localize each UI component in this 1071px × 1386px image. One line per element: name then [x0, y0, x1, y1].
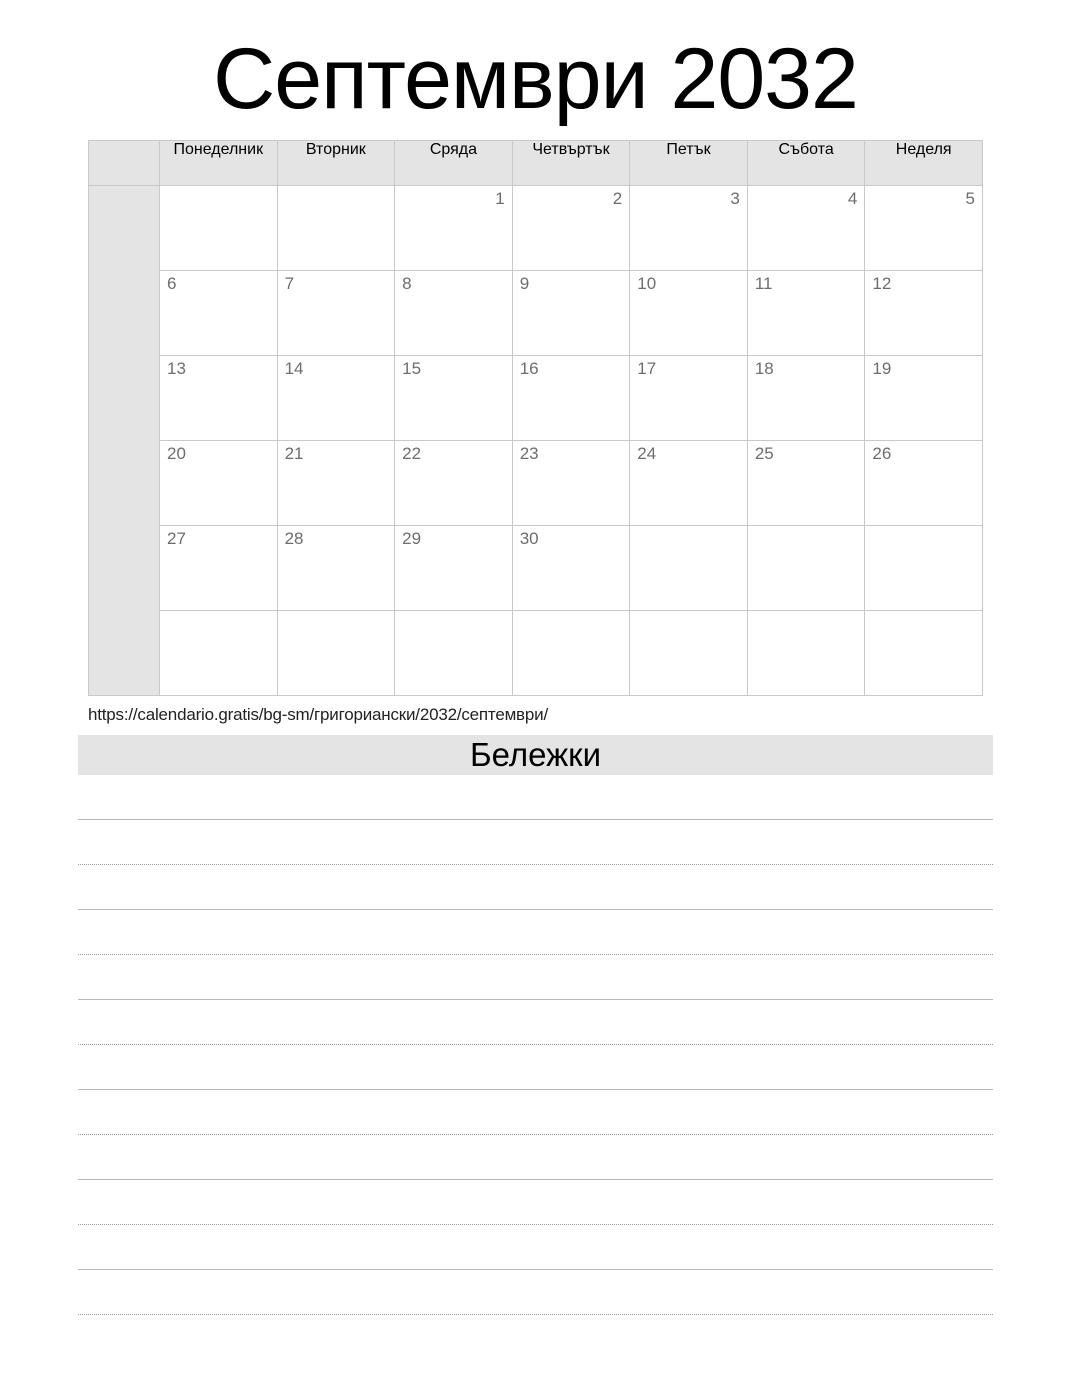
day-cell[interactable] [747, 526, 865, 611]
day-number: 23 [519, 444, 539, 463]
day-cell[interactable] [160, 611, 278, 696]
day-cell[interactable] [160, 271, 278, 356]
day-number: 21 [284, 444, 304, 463]
day-number: 14 [284, 359, 304, 378]
day-cell[interactable] [395, 611, 513, 696]
note-line[interactable] [78, 1000, 993, 1045]
day-cell[interactable] [512, 356, 630, 441]
day-number: 26 [872, 444, 892, 463]
calendar-week-row [89, 356, 983, 441]
day-number: 1 [495, 189, 505, 208]
note-line[interactable] [78, 955, 993, 1000]
day-cell[interactable] [512, 186, 630, 271]
weekday-header-monday: Понеделник [160, 141, 278, 186]
day-cell[interactable] [395, 356, 513, 441]
day-cell[interactable] [395, 186, 513, 271]
day-number: 13 [167, 359, 186, 378]
note-line[interactable] [78, 1090, 993, 1135]
day-cell[interactable] [630, 271, 748, 356]
day-number: 7 [284, 274, 295, 293]
calendar-corner-header [89, 141, 160, 186]
calendar-table [88, 140, 983, 696]
day-cell[interactable] [865, 441, 983, 526]
note-line[interactable] [78, 910, 993, 955]
day-cell[interactable] [160, 441, 278, 526]
day-cell[interactable] [277, 526, 395, 611]
day-number: 15 [402, 359, 422, 378]
calendar-week-row [89, 611, 983, 696]
source-url[interactable]: https://calendario.gratis/bg-sm/григориански/2032/септември/ [88, 705, 548, 724]
day-cell[interactable] [160, 186, 278, 271]
day-cell[interactable] [630, 186, 748, 271]
day-cell[interactable] [277, 441, 395, 526]
week-side-cell [89, 611, 160, 696]
calendar-container [0, 140, 1071, 696]
week-side-cell [89, 271, 160, 356]
day-cell[interactable] [160, 526, 278, 611]
day-number: 30 [519, 529, 539, 548]
day-cell[interactable] [865, 356, 983, 441]
day-number: 25 [754, 444, 774, 463]
note-line[interactable] [78, 1270, 993, 1315]
calendar-week-row [89, 186, 983, 271]
day-cell[interactable] [160, 356, 278, 441]
note-line[interactable] [78, 865, 993, 910]
day-cell[interactable] [277, 356, 395, 441]
day-cell[interactable] [395, 526, 513, 611]
day-number: 12 [872, 274, 892, 293]
weekday-header-tuesday: Вторник [277, 141, 395, 186]
day-cell[interactable] [865, 186, 983, 271]
note-line[interactable] [78, 1135, 993, 1180]
day-number: 28 [284, 529, 304, 548]
weekday-header-thursday: Четвъртък [512, 141, 630, 186]
day-number: 8 [402, 274, 412, 293]
day-cell[interactable] [512, 271, 630, 356]
day-cell[interactable] [865, 526, 983, 611]
weekday-header-wednesday: Сряда [395, 141, 513, 186]
calendar-header-row [89, 141, 983, 186]
week-side-cell [89, 526, 160, 611]
day-number: 4 [847, 189, 858, 208]
day-number: 27 [167, 529, 186, 548]
day-number: 3 [730, 189, 740, 208]
note-line[interactable] [78, 1045, 993, 1090]
calendar-week-row [89, 526, 983, 611]
day-number: 5 [965, 189, 975, 208]
day-cell[interactable] [277, 611, 395, 696]
day-cell[interactable] [747, 441, 865, 526]
day-cell[interactable] [277, 271, 395, 356]
day-cell[interactable] [630, 356, 748, 441]
day-cell[interactable] [395, 271, 513, 356]
page-title: Септември 2032 [213, 31, 858, 127]
day-number: 24 [637, 444, 657, 463]
notes-section [0, 725, 1071, 1315]
week-side-cell [89, 356, 160, 441]
day-number: 29 [402, 529, 422, 548]
notes-lines[interactable] [78, 775, 993, 1315]
week-side-cell [89, 186, 160, 271]
day-number: 18 [754, 359, 774, 378]
day-number: 9 [519, 274, 530, 293]
note-line[interactable] [78, 820, 993, 865]
day-cell[interactable] [630, 441, 748, 526]
day-number: 20 [167, 444, 186, 463]
weekday-header-sunday: Неделя [865, 141, 983, 186]
day-number: 2 [612, 189, 623, 208]
note-line[interactable] [78, 1225, 993, 1270]
day-number: 19 [872, 359, 892, 378]
day-cell[interactable] [395, 441, 513, 526]
calendar-week-row [89, 441, 983, 526]
notes-title: Бележки [78, 735, 993, 775]
weekday-header-friday: Петък [630, 141, 748, 186]
day-cell[interactable] [512, 441, 630, 526]
calendar-week-row [89, 271, 983, 356]
day-number: 22 [402, 444, 422, 463]
day-cell[interactable] [630, 526, 748, 611]
day-cell[interactable] [865, 611, 983, 696]
day-cell[interactable] [747, 271, 865, 356]
day-cell[interactable] [747, 186, 865, 271]
day-cell[interactable] [747, 356, 865, 441]
day-number: 16 [519, 359, 539, 378]
day-number: 6 [167, 274, 177, 293]
day-cell[interactable] [630, 611, 748, 696]
day-number: 11 [754, 274, 773, 293]
day-number: 10 [637, 274, 657, 293]
day-cell[interactable] [865, 271, 983, 356]
note-line[interactable] [78, 775, 993, 820]
day-number: 17 [637, 359, 657, 378]
weekday-header-saturday: Събота [747, 141, 865, 186]
note-line[interactable] [78, 1180, 993, 1225]
week-side-cell [89, 441, 160, 526]
day-cell[interactable] [277, 186, 395, 271]
day-cell[interactable] [512, 526, 630, 611]
day-cell[interactable] [512, 611, 630, 696]
day-cell[interactable] [747, 611, 865, 696]
